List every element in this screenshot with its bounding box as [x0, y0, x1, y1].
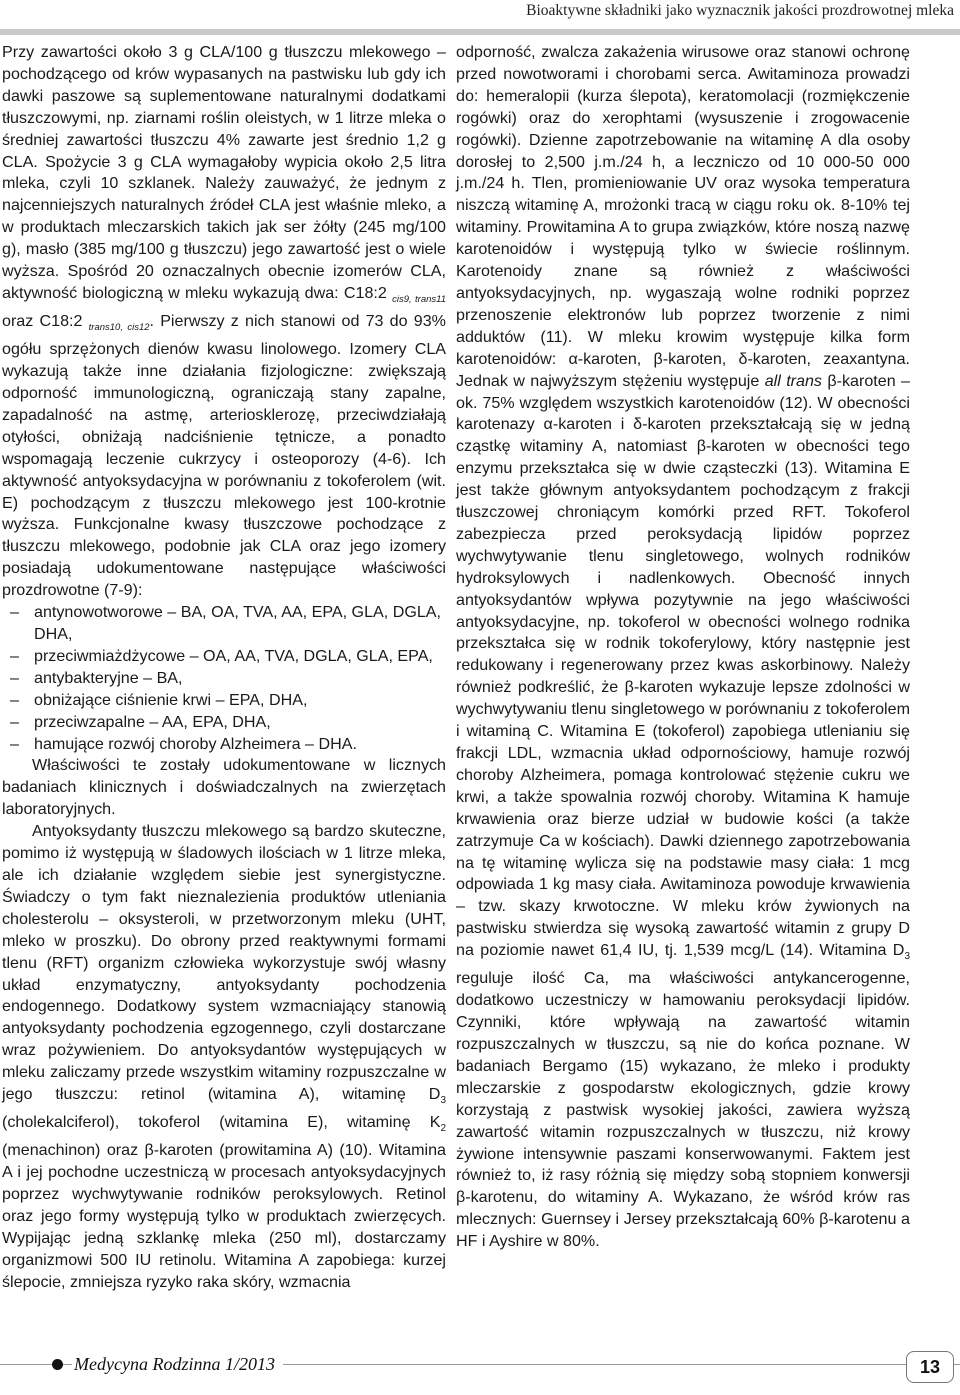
list-item: – przeciwzapalne – AA, EPA, DHA,	[10, 712, 271, 731]
list-item: – antybakteryjne – BA,	[10, 668, 183, 687]
bullet-dot-icon	[52, 1359, 63, 1370]
list-item: – obniżające ciśnienie krwi – EPA, DHA,	[10, 690, 308, 709]
list-item: – hamujące rozwój choroby Alzheimera – DHA.	[10, 734, 357, 753]
right-column	[456, 42, 910, 1253]
running-header-title: Bioaktywne składniki jako wyznacznik jakości prozdrowotnej mleka	[526, 2, 954, 19]
paragraph-antioxidants: Antyoksydanty tłuszczu mlekowego są bardzo skuteczne, pomimo iż występują w śladowych ilościach w 1 litrze mleka, ale ich działanie względem siebie jest synergistyczne. Świadczy o tym fakt nieznalezienia produktów utleniania cholesterolu – oksysteroli, w przetworzonym mleku (UHT, mleko w proszku). Do obrony przed reaktywnymi formami tlenu (RFT) organizm człowieka wykorzystuje swój własny układ enzymatyczny, antyoksydanty pochodzenia endogennego. Dodatkowy system wzmacniający stanowią antyoksydanty pochodzenia egzogennego, czyli dostarczane wraz pożywieniem. Do antyoksydantów występujących w mleku zaliczamy przede wszystkim witaminy rozpuszczalne w jego tłuszczu: retinol (witamina A), witaminę $D_3$ (cholekalciferol), tokoferol (witamina E), witaminę $K_2$ (menachinon) oraz β-karoten (prowitamina A) (10). Witamina A i jej pochodne uczestniczą w procesach antyoksydacyjnych poprzez wychwytywanie rodników peroksylowych. Retinol oraz jego formy występują tylko w produktach zwierzęcych. Wypijając jedną szklankę mleka (250 ml), dostarczamy organizmowi 500 IU retinolu. Witamina A zapobiega: kurzej ślepocie, zmniejsza ryzyko raka skóry, wzmacnia	[2, 822, 446, 1291]
list-item: – antynowotworowe – BA, OA, TVA, AA, EPA, GLA, DGLA, DHA,	[10, 603, 441, 643]
list-item: – przeciwmiażdżycowe – OA, AA, TVA, DGLA, GLA, EPA,	[10, 646, 433, 665]
health-properties-list	[2, 602, 446, 755]
journal-name: Medycyna Rodzinna 1/2013	[72, 1354, 283, 1375]
paragraph-documented: Właściwości te zostały udokumentowane w licznych badaniach klinicznych i doświadczalnych na zwierzętach laboratoryjnych.	[2, 756, 446, 819]
page-footer	[0, 1356, 960, 1395]
paragraph-vitamins: odporność, zwalcza zakażenia wirusowe oraz stanowi ochronę przed nowotworami i chorobami serca. Awitaminoza prowadzi do: hemeralopii (kurza ślepota), keratomolacji (rozmiękczenie rogówki) oraz do xerophtami (wysuszenie i zrogowacenie rogówki). Dzienne zapotrzebowanie na witaminę A dla osoby dorosłej to 2,500 j.m./24 h, a leczniczo od 10 000-50 000 j.m./24 h. Tlen, promieniowanie UV oraz wysoka temperatura niszczą witaminę A, mrożonki tracą w ciągu roku ok. 8-10% tej witaminy. Prowitamina A to grupa związków, które noszą nazwę karotenoidów i występują tylko w świecie roślinnym. Karotenoidy znane są również z właściwości antyoksydacyjnych, np. wygaszają wolne rodniki poprzez przenoszenie elektronów lub poprzez tworzenie z nimi adduktów (11). W mleku krowim występuje kilka form karotenoidów: α-karoten, β-karoten, δ-karoten, zeaxantyna. Jednak w najwyższym stężeniu występuje all trans β-karoten – ok. 75% względem wszystkich karotenoidów (12). W obecności karotenazy α-karoten i δ-karoten przekształcają się w jedną cząstkę witaminy A, natomiast β-karoten w obecności tego enzymu przekształca się w dwie cząsteczki (13). Witamina E jest także głównym antyoksydantem pochodzącym z frakcji tłuszczowej chroniącym komórki przed RFT. Tokoferol zabezpiecza przed peroksydacją lipidów poprzez wychwytywanie tlenu singletowego, wolnych rodników hydroksylowych i nadlenkowych. Obecność innych antyoksydantów wpływa pozytywnie na jego właściwości antyoksydacyjne, np. tokoferol w obecności wolnego rodnika przekształca się w rodnik tokoferylowy, który następnie jest redukowany i regenerowany przez kwas askorbinowy. Należy również podkreślić, że β-karoten wykazuje lepsze zdolności w wychwytywaniu tlenu singletowego w porównaniu z tokoferolem i witaminą C. Witamina E (tokoferol) zapobiega utlenianiu się frakcji LDL, wzmacnia układ odpornościowy, hamuje rozwój choroby Alzheimera, pomaga kontrolować stężenie cukru we krwi, a także spowalnia rozwój choroby. Witamina K hamuje krwawienia oraz bierze udział w budowie kości (a także zatrzymuje Ca w kościach). Dawki dziennego zapotrzebowania na tę witaminę wylicza się na podstawie masy ciała: 1 mcg odpowiada 1 kg masy ciała. Awitaminoza powoduje krwawienia – tzw. skazy krwotoczne. W mleku krów żywionych na pastwisku stwierdza się wysoką zawartość witamin z grupy D na poziomie nawet 61,4 IU, tj. 1,539 mcg/L (14). Witamina $D_3$ reguluje ilość Ca, ma właściwości antykancerogenne, dodatkowo uczestniczy w hamowaniu peroksydacji lipidów. Czynniki, które wpływają na zawartość witamin rozpuszczalnych w tłuszczu, są nie do końca poznane. W badaniach Bergamo (15) wykazano, że mleko i produkty mleczarskie z gospodarstw ekologicznych, gdzie krowy korzystają z pastwisk wysokiej jakości, zawiera wyższą zawartość witamin rozpuszczalnych w tłuszczu, niż krowy żywione intensywnie paszami konserwowanymi. Faktem jest również to, iż rasy różnią się między sobą stopniem konwersji β-karotenu, do witaminy A. Wykazano, że wśród krów ras mlecznych: Guernsey i Jersey przekształcają 60% β-karotenu a HF i Ayshire w 80%.	[456, 43, 911, 1251]
running-header	[0, 0, 960, 34]
header-rule	[0, 29, 960, 35]
paragraph-cla: Przy zawartości około 3 g CLA/100 g tłuszczu mlekowego – pochodzącego od krów wypasanych na pastwisku lub gdy ich dawki paszowe są suplementowane naturalnymi dodatkami tłuszczowymi, np. ziarnami roślin oleistych, w 1 litrze mleka o średniej zawartości tłuszczu 4% zawarte jest średnio 1,2 g CLA. Spożycie 3 g CLA wymagałoby wypicia około 2,5 litra mleka, czyli 10 szklanek. Należy zauważyć, że jednym z najcenniejszych naturalnych źródeł CLA jest właśnie mleko, a w produktach mleczarskich takich jak ser żółty (245 mg/100 g), masło (385 mg/100 g tłuszczu) jego zawartość jest o wiele wyższa. Spośród 20 oznaczalnych obecnie izomerów CLA, aktywność biologiczną w mleku wykazują dwa: C18:2 $_{cis9, trans11}$ oraz C18:2 $_{trans10, cis12}$. Pierwszy z nich stanowi od 73 do 93% ogółu sprzężonych dienów kwasu linolowego. Izomery CLA wykazują także inne działania fizjologiczne: zwiększają odporność immunologiczną, ograniczają stany zapalne, zapadalność na astmę, arteriosklerozę, przeciwdziałają otyłości, obniżają nadciśnienie tętnicze, a ponadto wspomagają leczenie cukrzycy i osteoporozy (4-6). Ich aktywność antyoksydacyjna w porównaniu z tokoferolem (wit. E) pochodzącym z tłuszczu mlekowego jest 100-krotnie wyższa. Funkcjonalne kwasy tłuszczowe pochodzące z tłuszczu mlekowego, podobnie jak CLA oraz jego izomery posiadają udokumentowane następujące właściwości prozdrowotne (7-9):	[2, 43, 447, 600]
page-number: 13	[906, 1351, 954, 1383]
left-column	[2, 42, 446, 1294]
